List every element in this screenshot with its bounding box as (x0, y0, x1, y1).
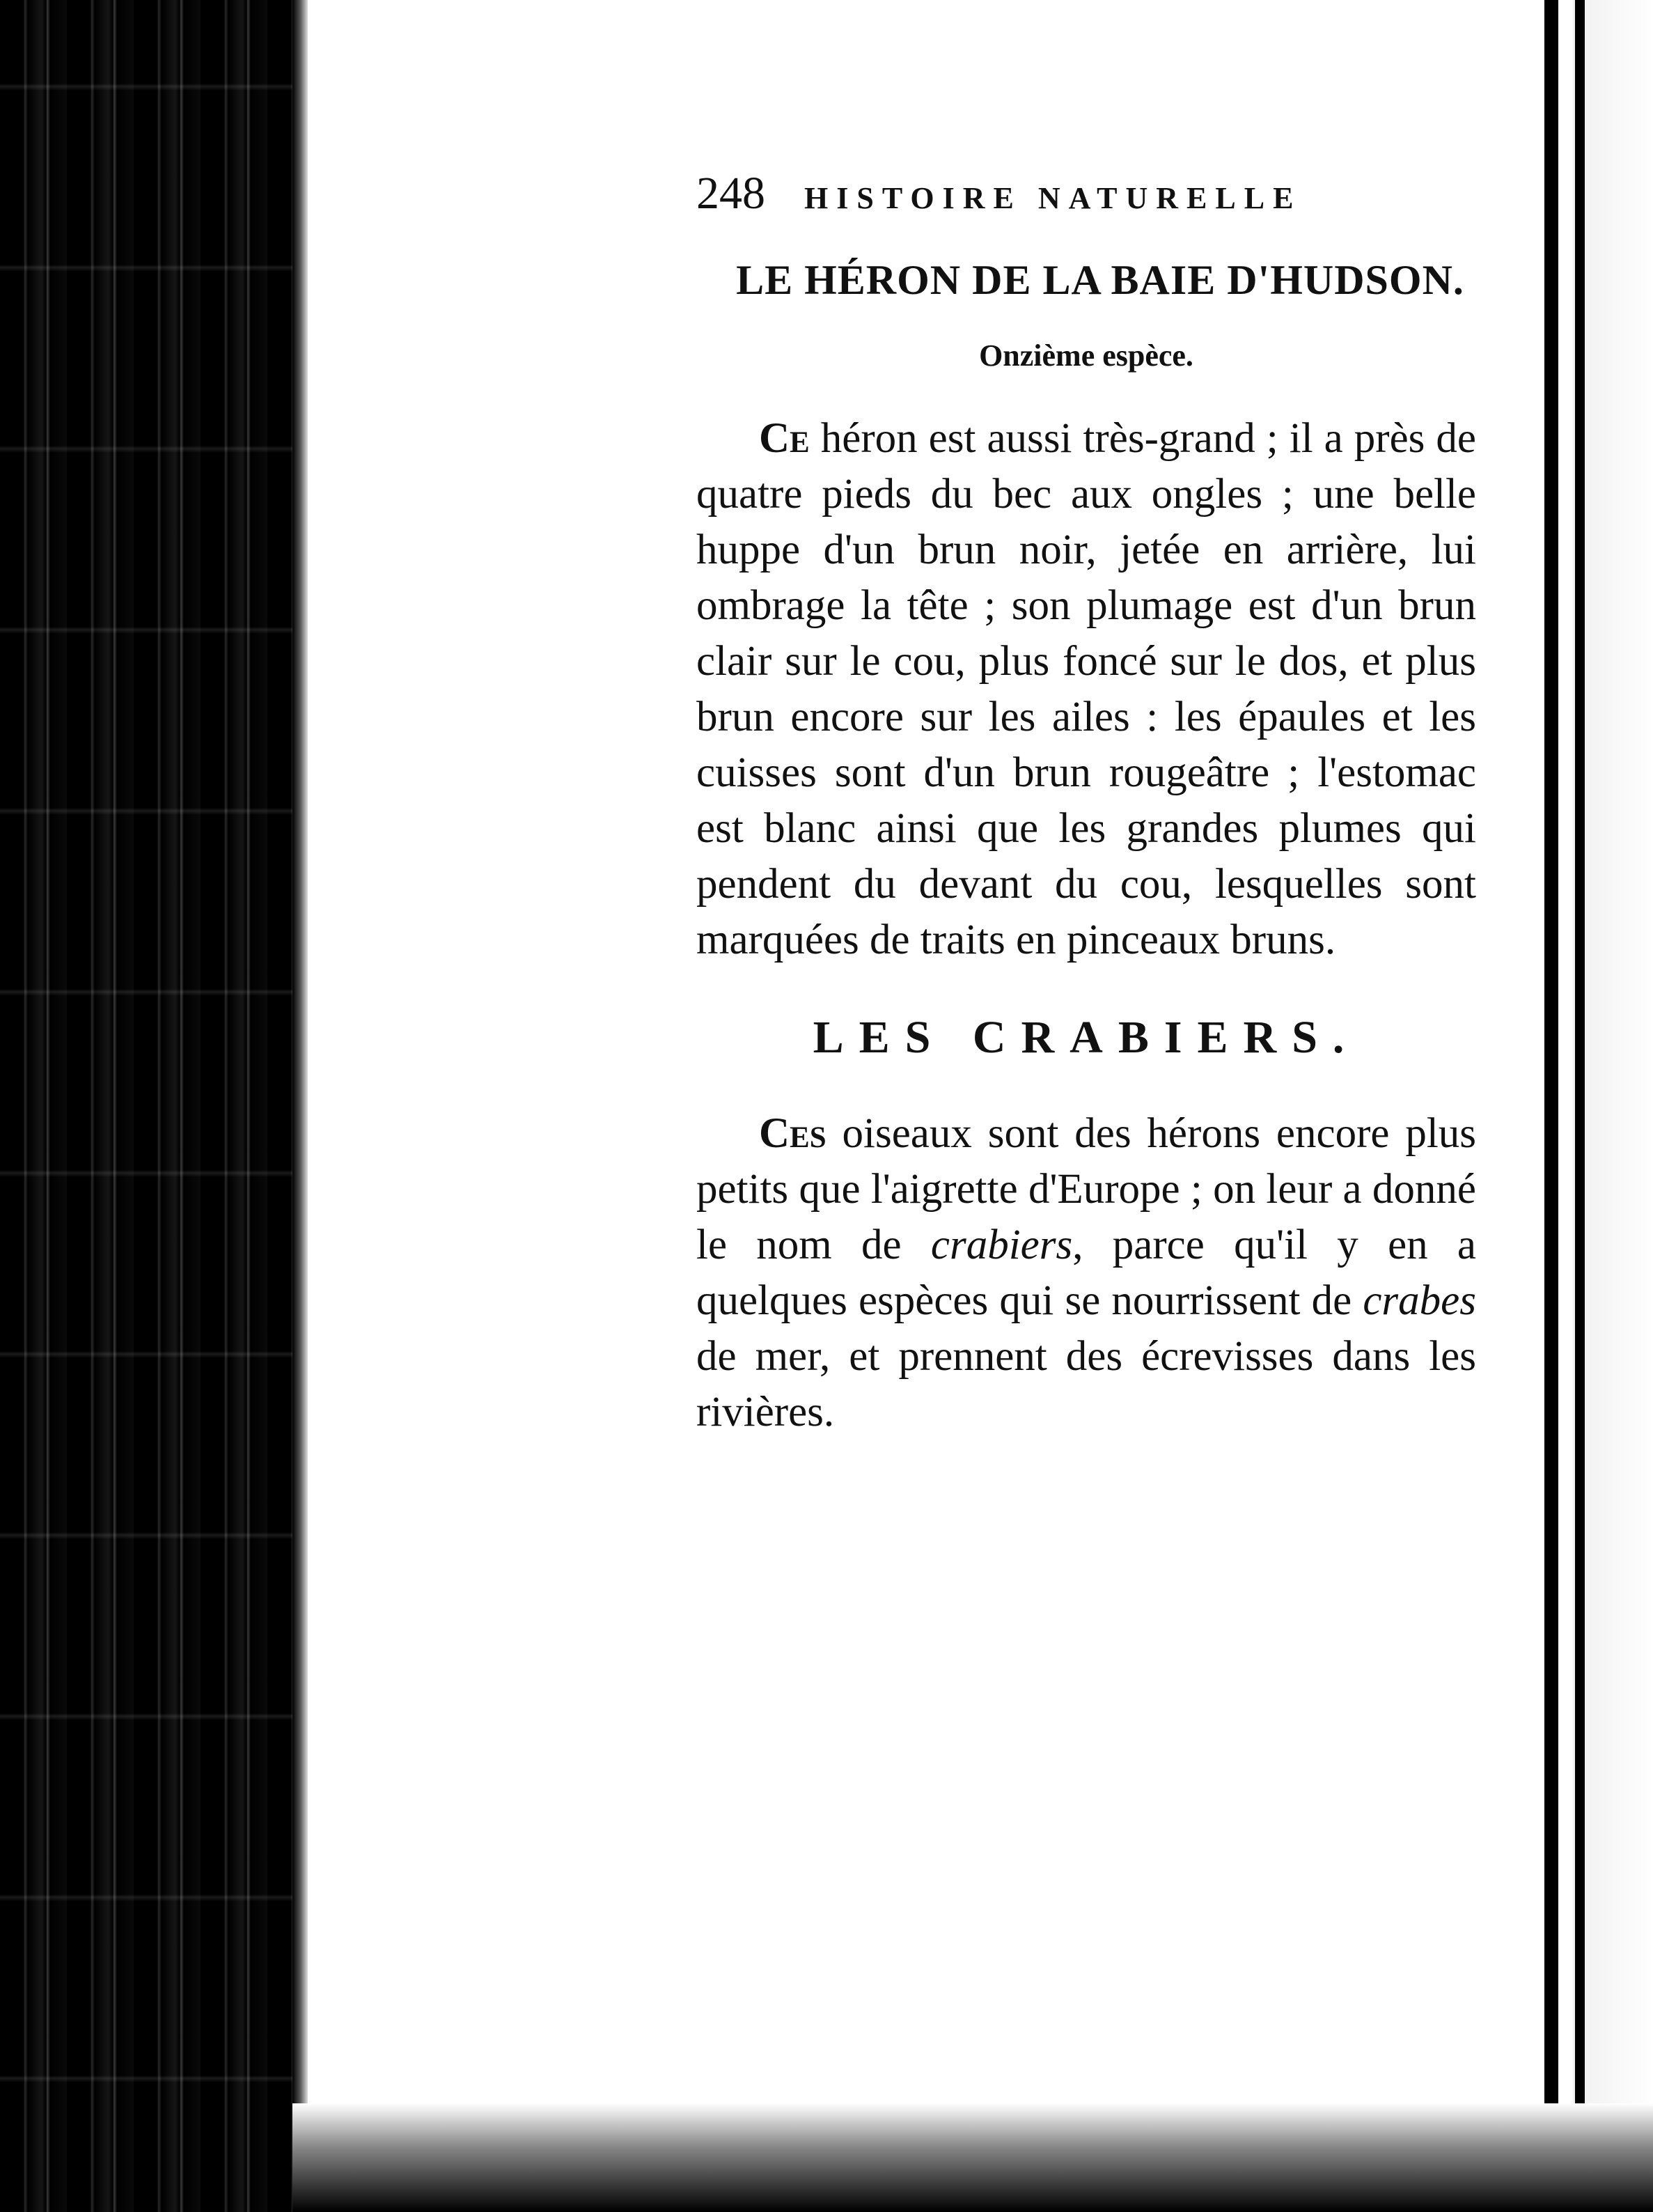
section-title-heron: LE HÉRON DE LA BAIE D'HUDSON. (736, 257, 1464, 303)
running-head-title: HISTOIRE NATURELLE (804, 181, 1302, 215)
page-edge (292, 0, 308, 2212)
paragraph-text: , parce qu'il y en a quelques espèces qui se nourrissent de (696, 1222, 1477, 1324)
species-subtitle: Onzième espèce. (979, 338, 1193, 373)
italic-term: crabes (1363, 1277, 1476, 1324)
right-edge-bar (1544, 0, 1558, 2212)
right-edge-bar-outer (1575, 0, 1585, 2212)
paragraph-crabiers (696, 1106, 1476, 1440)
paragraph-text: oiseaux sont des hérons encore plus petits que l'aigrette d'Europe ; on leur a donné le nom de (696, 1110, 1476, 1268)
gutter-texture (0, 0, 306, 2212)
running-head (696, 167, 1476, 230)
paragraph-heron (696, 411, 1476, 968)
section-title-crabiers: LES CRABIERS. (813, 1012, 1360, 1063)
right-margin (1558, 0, 1653, 2212)
paragraph-text: héron est aussi très-grand ; il a près de quatre pieds du bec aux ongles ; une belle huppe d'un brun noir, jetée en arrière, lui ombrage la tête ; son plumage est d'un brun clair sur le cou, plus foncé sur le dos, et plus brun encore sur les ailes : les épaules et les cuisses sont d'un brun rougeâtre ; l'estomac est blanc ainsi que les grandes plumes qui pendent du devant du cou, lesquelles sont marquées de traits en pinceaux bruns. (696, 415, 1477, 963)
bottom-shadow (292, 2103, 1653, 2212)
drop-lead-word: Ce (759, 415, 810, 462)
italic-term: crabiers (930, 1222, 1073, 1268)
paragraph-text: de mer, et prennent des écrevisses dans les rivières. (696, 1333, 1476, 1435)
page-text (696, 167, 1476, 1440)
page-number: 248 (696, 168, 765, 219)
drop-lead-word: Ces (759, 1110, 826, 1157)
